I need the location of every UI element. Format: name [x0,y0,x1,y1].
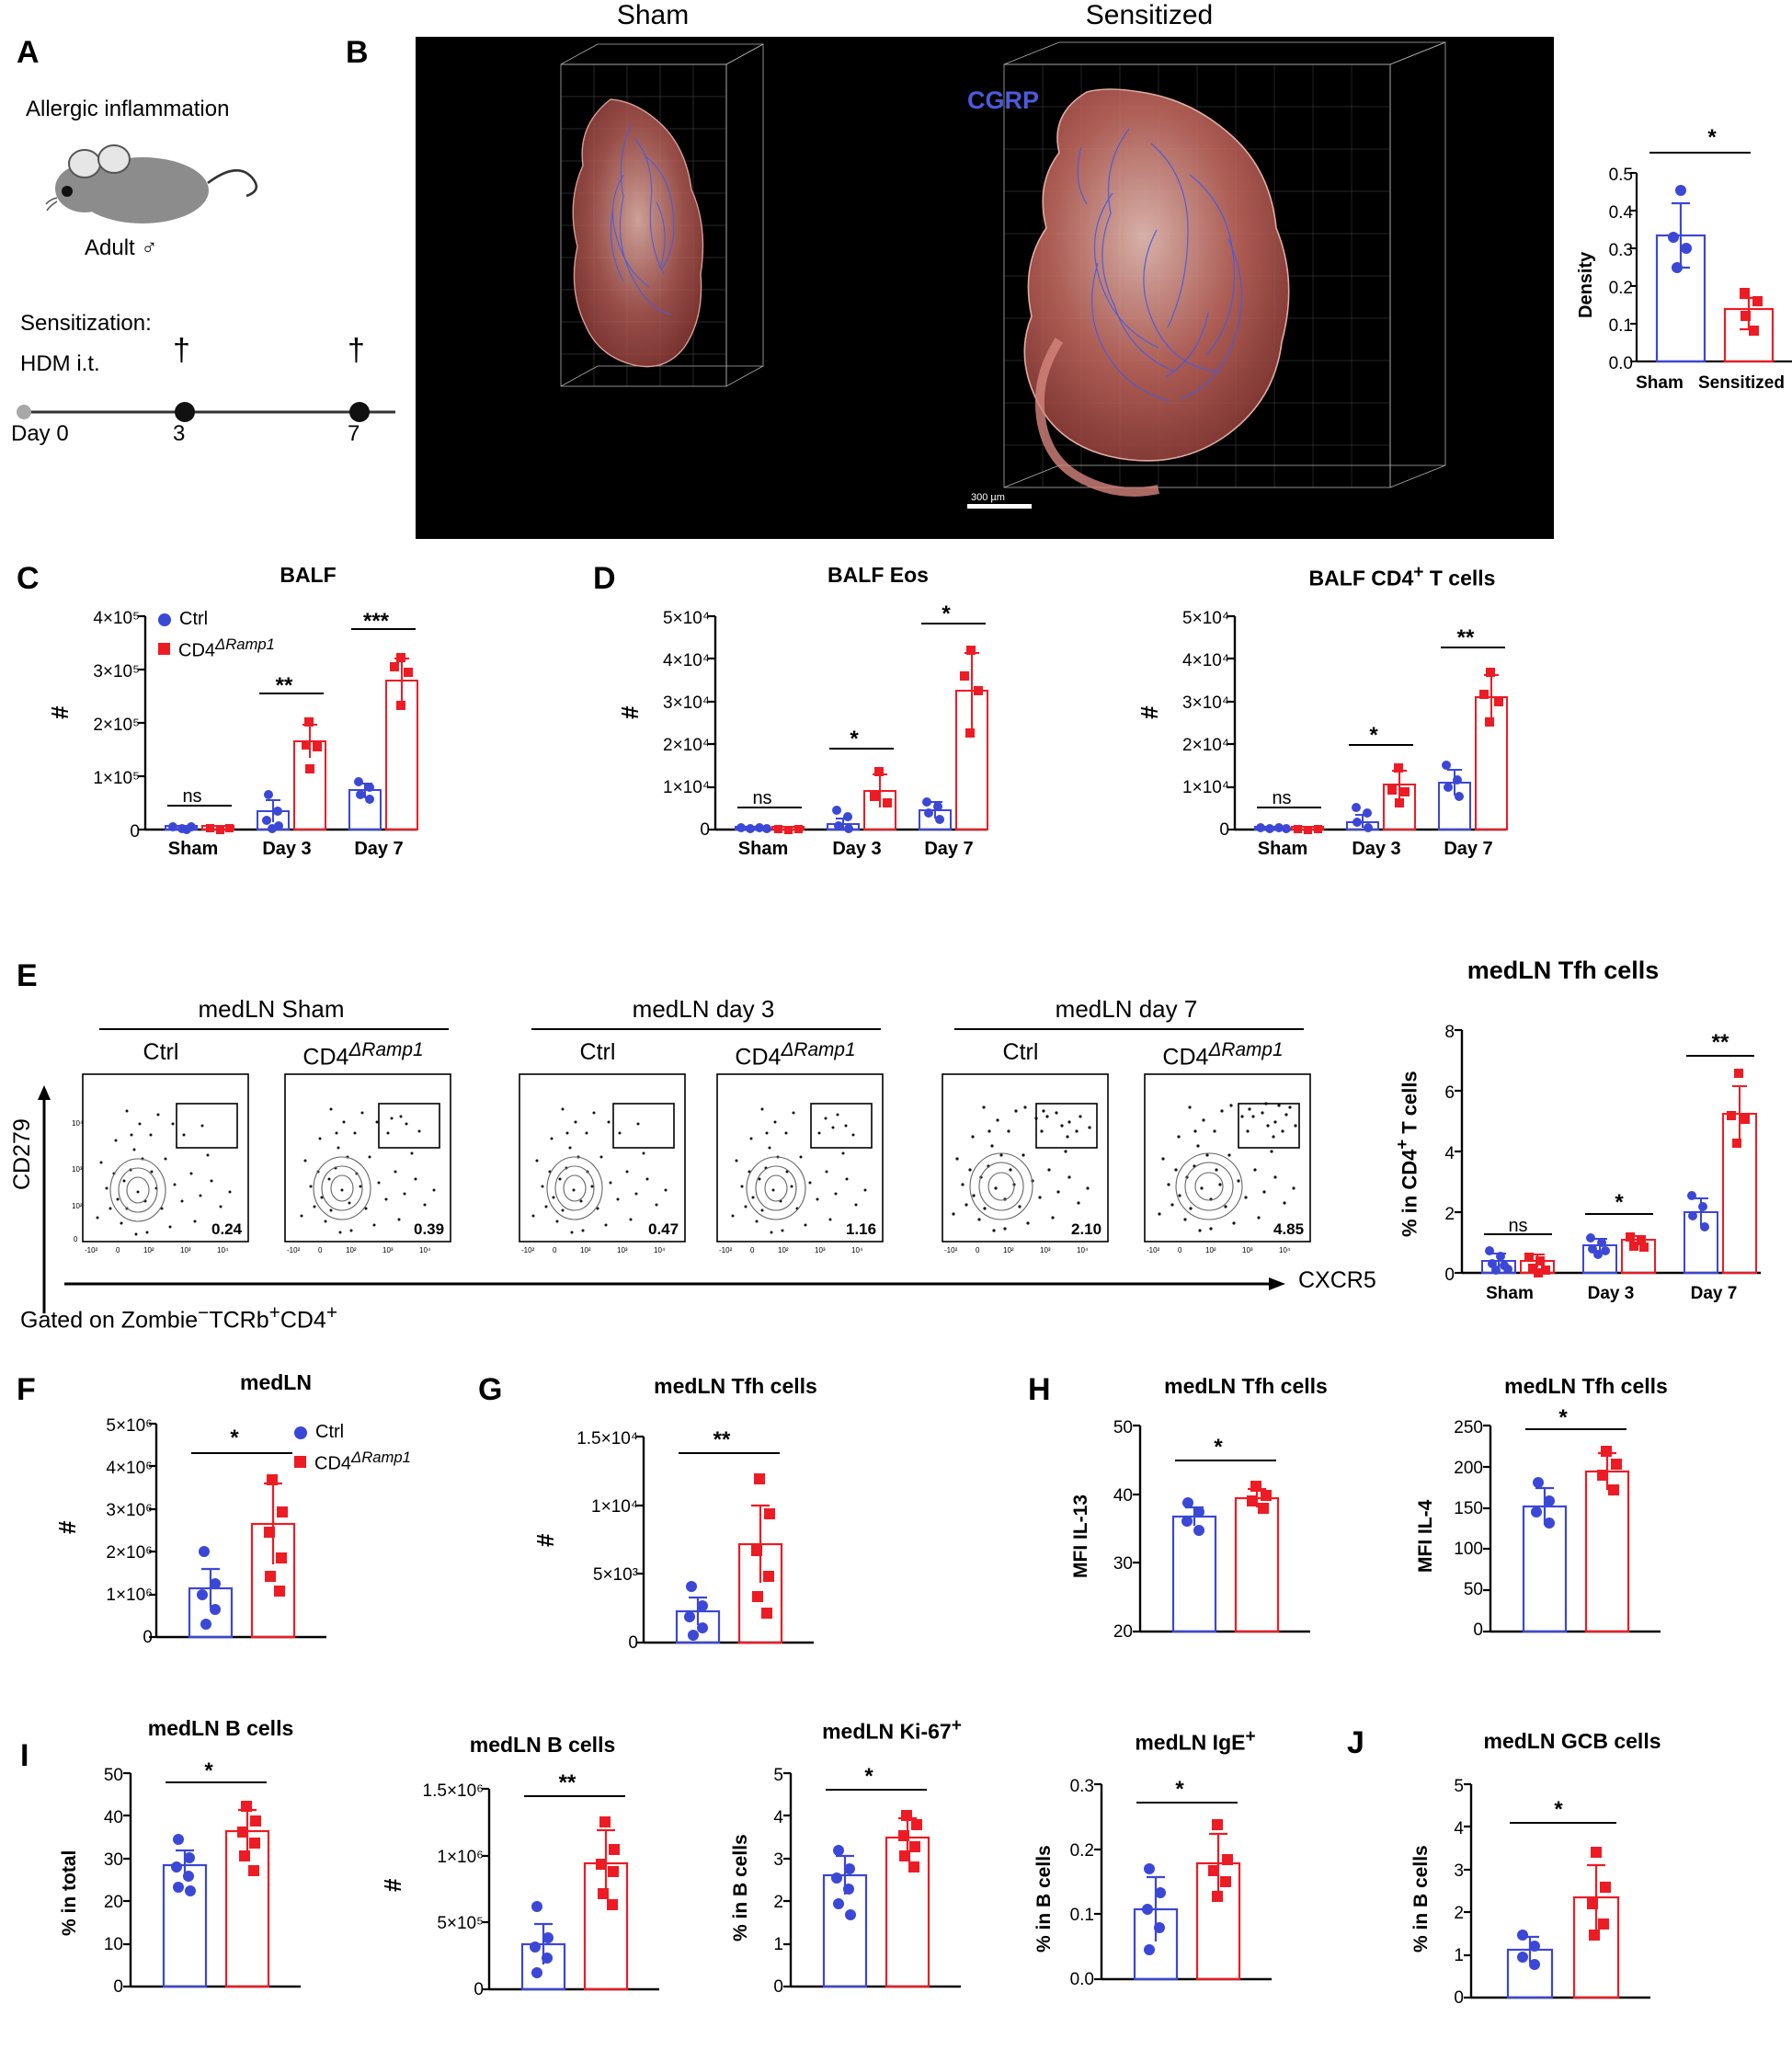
chart-e-ytick-3: 2 [1444,1205,1455,1224]
panel-b-left-title: Sham [616,0,690,30]
mouse-illustration [37,133,267,235]
chart-c-xtick-2: Day 7 [354,839,404,859]
chart-b-ytick-3: 0.2 [1608,279,1633,298]
e-sample-label-4: Ctrl [1002,1039,1039,1065]
chart-i-c4-ylabel: % in B cells [1033,1845,1055,1953]
svg-text:4.85: 4.85 [1273,1220,1305,1238]
svg-text:10²: 10² [580,1246,591,1254]
svg-text:10²: 10² [72,1202,83,1210]
panel-letter-e: E [17,958,38,993]
chart-d-left-sig-2: * [942,601,951,626]
chart-d-right-xtick-0: Sham [1257,839,1308,859]
h-right-ytick-5: 0 [1473,1621,1483,1640]
chart-e-ytick-2: 4 [1444,1144,1455,1163]
chart-i-c1-ylabel: % in total [59,1850,80,1936]
chart-b-ytick-0: 0.5 [1608,166,1633,185]
svg-text:0: 0 [318,1246,323,1254]
svg-text:0.47: 0.47 [648,1220,679,1238]
chart-e-xtick-0: Sham [1486,1284,1534,1303]
chart-e-sig-0: ns [1508,1216,1528,1236]
svg-text:10³: 10³ [382,1246,394,1254]
chart-d-left-xtick-1: Day 3 [832,839,882,859]
panel-letter-b: B [346,35,369,70]
d-right-ytick-5: 0 [1219,820,1229,840]
chart-d-right-sig-0: ns [1272,788,1292,808]
chart-b-ytick-2: 0.3 [1608,241,1633,260]
svg-text:0: 0 [553,1246,557,1254]
svg-text:10⁴: 10⁴ [419,1246,431,1254]
chart-d-left-xtick-2: Day 7 [924,839,974,859]
chart-b-xtick-0: Sham [1636,373,1684,393]
svg-text:10²: 10² [346,1246,357,1254]
panel-b-right-title: Sensitized [1085,0,1214,30]
panel-c-title: BALF [280,563,337,587]
e-group-rule-0 [99,1028,449,1030]
svg-text:10³: 10³ [72,1165,83,1174]
svg-text:10²: 10² [143,1246,154,1254]
svg-text:-10²: -10² [85,1246,98,1254]
chart-e-ylabel: % in CD4+ T cells [1392,1071,1421,1238]
svg-text:10³: 10³ [617,1246,628,1254]
timeline-tick-3: 3 [173,421,186,446]
svg-text:0.24: 0.24 [211,1220,243,1238]
chart-d-right-sig-2: ** [1456,625,1475,650]
route-label: HDM i.t. [20,351,100,376]
e-sample-label-3: $CD4^{\Delta Ramp1}$ [735,1039,856,1071]
i-c3-ytick-1: 4 [773,1808,783,1827]
svg-text:10⁴: 10⁴ [1279,1246,1291,1254]
e-group-title-1: medLN day 3 [632,995,775,1023]
i-c4-ytick-1: 0.2 [1069,1841,1094,1861]
svg-text:CGRP: CGRP [967,86,1040,114]
chart-c-ytick-0: 4×10⁵ [93,609,140,628]
panel-i-c1-title: medLN B cells [147,1716,294,1740]
j-ytick-3: 2 [1454,1904,1464,1923]
panel-letter-j: J [1347,1725,1364,1760]
svg-text:10⁴: 10⁴ [217,1246,229,1254]
lightsheet-image [416,37,1554,539]
e-group-rule-2 [954,1028,1304,1030]
svg-text:-10²: -10² [944,1246,958,1254]
panel-letter-a: A [17,35,40,70]
svg-text:0: 0 [74,1235,78,1243]
i-c1-ytick-0: 50 [103,1766,123,1785]
svg-text:10⁴: 10⁴ [1077,1246,1089,1254]
panel-letter-f: F [17,1372,36,1407]
chart-d-left-sig-1: * [850,727,859,751]
chart-j-sig: * [1554,1797,1563,1822]
d-left-ytick-1: 4×10⁴ [663,651,710,670]
timeline-tick-7: 7 [348,421,360,446]
chart-i-c2-sig: ** [558,1770,576,1795]
chart-h-right-ylabel: MFI IL-4 [1415,1499,1436,1573]
chart-b-ytick-4: 0.1 [1608,316,1633,336]
svg-text:10⁴: 10⁴ [654,1246,666,1254]
f-ytick-4: 1×10⁶ [106,1586,153,1605]
svg-text:10³: 10³ [1040,1246,1051,1254]
svg-text:1.16: 1.16 [846,1220,877,1238]
chart-h-left-sig: * [1214,1435,1223,1460]
chart-e-ytick-0: 8 [1444,1023,1455,1042]
e-xaxis-arrow [64,1273,1287,1295]
dagger-day7: † [348,333,365,368]
i-c2-ytick-3: 0 [474,1980,484,1999]
d-left-ytick-5: 0 [700,820,710,840]
panel-a-subject: Adult ♂ [85,235,158,260]
svg-text:10²: 10² [778,1246,789,1254]
panel-letter-i: I [20,1738,29,1773]
svg-text:0: 0 [1178,1246,1182,1254]
i-c4-ytick-3: 0.0 [1069,1970,1094,1989]
i-c2-ytick-0: 1.5×10⁶ [422,1781,484,1801]
panel-letter-h: H [1028,1372,1051,1407]
chart-d-right-ylabel: # [1136,705,1163,720]
svg-text:10²: 10² [1003,1246,1014,1254]
timeline-day0: Day 0 [11,421,69,446]
i-c4-ytick-2: 0.1 [1069,1906,1094,1925]
f-ytick-2: 3×10⁶ [106,1501,153,1520]
svg-text:-10²: -10² [287,1246,301,1254]
d-right-ytick-3: 2×10⁴ [1182,736,1229,755]
panel-h-left-title: medLN Tfh cells [1164,1374,1328,1398]
svg-text:0: 0 [976,1246,980,1254]
panel-h-right-title: medLN Tfh cells [1504,1374,1668,1398]
svg-text:0: 0 [750,1246,755,1254]
i-c2-ytick-1: 1×10⁶ [437,1848,484,1867]
svg-text:-10²: -10² [719,1246,733,1254]
d-left-ytick-0: 5×10⁴ [663,609,710,628]
chart-c-ytick-2: 2×10⁵ [93,716,140,735]
chart-f-legend-ctrl: Ctrl [315,1422,345,1442]
panel-i-c4-title: medLN IgE+ [1135,1727,1256,1755]
chart-j-ylabel: % in B cells [1410,1845,1432,1953]
i-c1-ytick-3: 20 [103,1893,123,1912]
h-right-ytick-1: 200 [1454,1459,1483,1478]
chart-h-left-ylabel: MFI IL-13 [1070,1494,1091,1578]
i-c1-ytick-2: 30 [103,1850,123,1870]
d-right-ytick-0: 5×10⁴ [1182,609,1229,628]
chart-b-ylabel: Density [1576,251,1596,319]
d-left-ytick-2: 3×10⁴ [663,693,710,713]
e-gating-label: Gated on Zombie−TCRb+CD4+ [20,1302,337,1334]
chart-d-left-xtick-0: Sham [737,839,789,859]
chart-e-ytick-1: 6 [1444,1083,1455,1103]
chart-d-left-ylabel: # [616,705,644,720]
svg-text:10⁴: 10⁴ [851,1246,863,1254]
chart-g-ylabel: # [531,1533,559,1548]
i-c3-ytick-2: 3 [773,1850,783,1870]
chart-i-c3-ylabel: % in B cells [730,1834,751,1942]
g-ytick-3: 0 [628,1633,638,1653]
g-ytick-2: 5×10³ [592,1565,638,1585]
chart-i-c3-sig: * [864,1764,873,1789]
chart-c-ytick-1: 3×10⁵ [93,662,140,681]
panel-letter-g: G [478,1372,503,1407]
h-left-ytick-3: 20 [1113,1622,1133,1642]
chart-d-right-xtick-2: Day 7 [1444,839,1493,859]
d-left-ytick-3: 2×10⁴ [663,736,710,755]
d-right-ytick-2: 3×10⁴ [1182,693,1229,713]
chart-c-sig-1: ** [275,673,293,698]
i-c3-ytick-3: 2 [773,1893,783,1912]
panel-a-title: Allergic inflammation [26,97,230,121]
panel-g-title: medLN Tfh cells [654,1374,817,1398]
chart-c-ylabel: # [46,705,74,720]
e-yaxis-label: CD279 [9,1118,35,1190]
i-c1-ytick-4: 10 [103,1935,123,1954]
chart-b-xtick-1: Sensitized [1698,373,1785,393]
e-group-rule-1 [531,1028,881,1030]
h-left-ytick-2: 30 [1113,1554,1133,1574]
chart-d-left-sig-0: ns [752,788,772,808]
j-ytick-5: 0 [1454,1988,1464,2008]
svg-text:10³: 10³ [180,1246,191,1254]
chart-e-xtick-2: Day 7 [1690,1284,1738,1303]
chart-d-right-sig-1: * [1369,723,1378,748]
g-ytick-0: 1.5×10⁴ [576,1429,638,1449]
svg-text:0.39: 0.39 [414,1220,445,1238]
j-ytick-1: 4 [1454,1819,1464,1838]
svg-text:0: 0 [116,1246,120,1254]
chart-f-ylabel: # [53,1520,81,1535]
chart-c-ytick-3: 1×10⁵ [93,769,140,788]
j-ytick-2: 3 [1454,1861,1464,1881]
e-group-title-2: medLN day 7 [1055,995,1198,1023]
chart-c-xtick-1: Day 3 [262,839,312,859]
chart-c-legend-ko: $CD4^{\Delta Ramp1}$ [178,636,275,661]
chart-e-sig-1: * [1615,1190,1624,1215]
chart-b-ytick-1: 0.4 [1608,203,1633,223]
chart-c-xtick-0: Sham [167,839,219,859]
e-xaxis-label: CXCR5 [1298,1267,1376,1293]
e-sample-label-2: Ctrl [579,1039,616,1065]
svg-text:-10²: -10² [521,1246,535,1254]
h-left-ytick-1: 40 [1113,1486,1133,1506]
svg-text:10³: 10³ [815,1246,826,1254]
d-right-ytick-4: 1×10⁴ [1182,778,1229,797]
chart-b-ytick-5: 0.0 [1608,354,1633,373]
h-right-ytick-3: 100 [1454,1540,1483,1559]
chart-h-right-sig: * [1558,1405,1568,1430]
panel-letter-d: D [593,561,616,596]
chart-f-legend-ko: $CD4^{\Delta Ramp1}$ [314,1449,411,1474]
i-c4-ytick-0: 0.3 [1069,1777,1094,1796]
chart-d-right-xtick-1: Day 3 [1352,839,1401,859]
chart-e-ytick-4: 0 [1444,1266,1455,1285]
chart-i-c1-sig: * [204,1758,213,1783]
panel-d-right-title: BALF CD4+ T cells [1308,563,1496,590]
h-right-ytick-0: 250 [1454,1418,1483,1437]
svg-text:-10²: -10² [1147,1246,1160,1254]
i-c2-ytick-2: 5×10⁵ [437,1914,484,1933]
chart-e-xtick-1: Day 3 [1587,1284,1635,1303]
h-right-ytick-4: 50 [1463,1580,1483,1599]
i-c3-ytick-5: 0 [773,1977,783,1997]
f-ytick-3: 2×10⁶ [106,1543,153,1563]
dagger-day3: † [173,333,190,368]
panel-j-title: medLN GCB cells [1483,1729,1661,1753]
svg-text:10³: 10³ [1242,1246,1253,1254]
chart-b-sig: * [1707,125,1717,150]
h-right-ytick-2: 150 [1454,1499,1483,1518]
panel-i-c2-title: medLN B cells [469,1733,616,1757]
chart-c-legend-ctrl: Ctrl [179,609,209,629]
svg-text:300 µm: 300 µm [971,492,1005,503]
chart-g-sig: ** [713,1427,731,1452]
e-sample-label-5: $CD4^{\Delta Ramp1}$ [1162,1039,1284,1071]
chart-i-c4-sig: * [1175,1777,1184,1802]
e-group-title-0: medLN Sham [198,995,345,1023]
panel-i-c3-title: medLN Ki-67+ [822,1716,962,1744]
chart-c-sig-2: *** [362,609,390,634]
svg-text:2.10: 2.10 [1071,1220,1102,1238]
svg-text:10⁴: 10⁴ [72,1119,84,1128]
j-ytick-0: 5 [1454,1777,1464,1796]
i-c3-ytick-0: 5 [773,1766,783,1785]
d-right-ytick-1: 4×10⁴ [1182,651,1229,670]
i-c1-ytick-1: 40 [103,1808,123,1827]
sensitization-label: Sensitization: [20,311,152,336]
f-ytick-5: 0 [143,1628,153,1647]
chart-c-sig-0: ns [182,786,202,807]
g-ytick-1: 1×10⁴ [591,1497,638,1517]
e-sample-label-1: $CD4^{\Delta Ramp1}$ [302,1039,424,1071]
e-yaxis-arrow [33,1085,55,1315]
h-left-ytick-0: 50 [1113,1418,1133,1437]
chart-i-c2-ylabel: # [379,1878,406,1893]
j-ytick-4: 1 [1454,1946,1464,1965]
f-ytick-0: 5×10⁶ [106,1416,153,1436]
e-sample-label-0: Ctrl [143,1039,179,1065]
d-left-ytick-4: 1×10⁴ [663,778,710,797]
chart-c-ytick-4: 0 [130,822,140,842]
panel-letter-c: C [17,561,40,596]
panel-f-title: medLN [240,1370,312,1394]
i-c3-ytick-4: 1 [773,1935,783,1954]
chart-e-sig-2: ** [1711,1030,1729,1055]
svg-text:10²: 10² [1205,1246,1216,1254]
chart-f-sig: * [230,1426,239,1450]
chart-e-title: medLN Tfh cells [1467,956,1660,984]
i-c1-ytick-5: 0 [113,1977,123,1997]
panel-d-left-title: BALF Eos [828,563,929,587]
f-ytick-1: 4×10⁶ [106,1459,153,1478]
